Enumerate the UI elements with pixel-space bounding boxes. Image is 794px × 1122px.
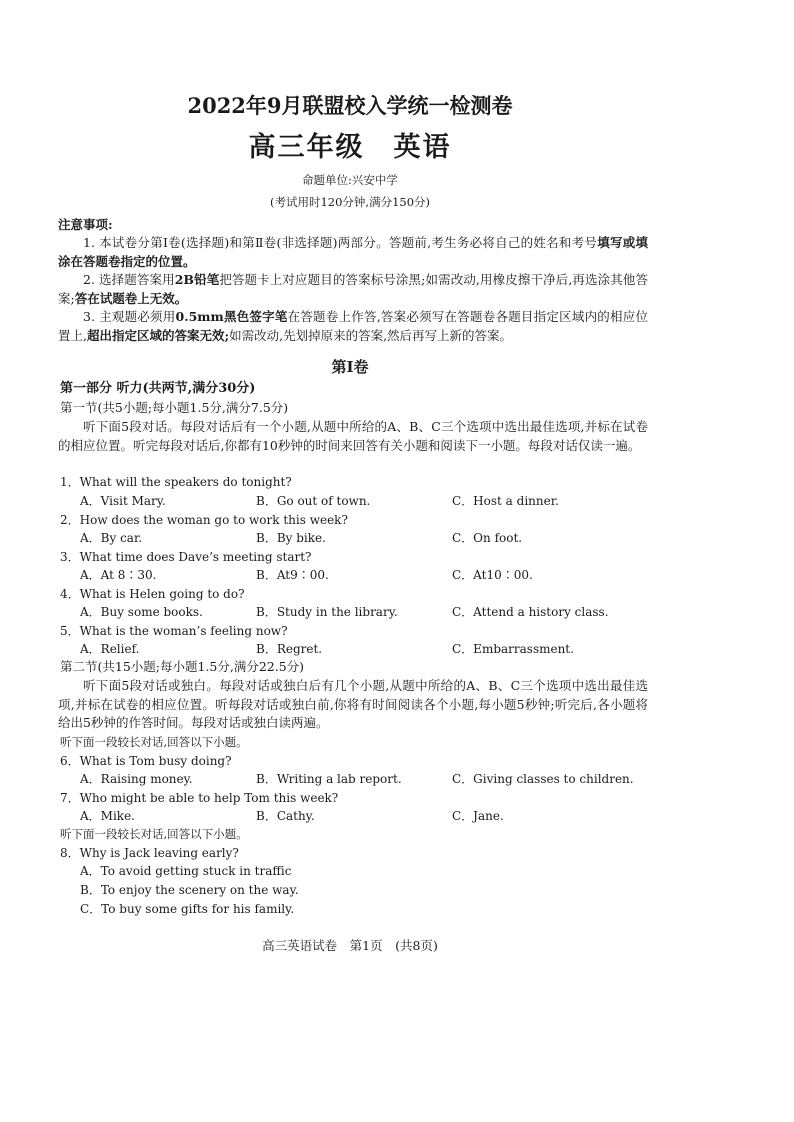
question-6-option-a: A．Raising money. — [80, 772, 193, 786]
exam-unit: 命题单位:兴安中学 — [302, 173, 398, 187]
question-3-option-a: A．At 8∶30. — [80, 568, 157, 582]
question-8-option-b: B．To enjoy the scenery on the way. — [80, 883, 299, 897]
long-dialogue-note-2: 听下面一段较长对话,回答以下小题。 — [60, 827, 248, 841]
question-8-option-c: C．To buy some gifts for his family. — [80, 902, 295, 916]
question-2-option-a: A．By car. — [80, 531, 143, 545]
question-2-option-c: C．On foot. — [452, 531, 523, 545]
question-5-option-c: C．Embarrassment. — [452, 642, 574, 656]
note-3 — [58, 308, 648, 345]
note-3-text-b: 在答题卷上作答,答案必须写在答题卷各题目指定区域内的相应位置上, — [58, 309, 648, 343]
question-1-option-b: B．Go out of town. — [256, 494, 371, 508]
question-8-option-a: A．To avoid getting stuck in traffic — [80, 864, 292, 878]
note-3-text-a: 3. 主观题必须用 — [83, 309, 176, 324]
exam-title: 2022年9月联盟校入学统一检测卷 — [187, 93, 513, 118]
question-6-option-c: C．Giving classes to children. — [452, 772, 634, 786]
question-4: 4．What is Helen going to do? — [60, 587, 245, 601]
note-1-text: 1. 本试卷分第Ⅰ卷(选择题)和第Ⅱ卷(非选择题)两部分。答题前,考生务必将自己的姓名和考号 — [83, 235, 598, 250]
section-2-heading: 第二节(共15小题;每小题1.5分,满分22.5分) — [60, 659, 305, 674]
question-2: 2．How does the woman go to work this week? — [60, 513, 348, 527]
question-7-option-a: A．Mike. — [80, 809, 135, 823]
question-1: 1．What will the speakers do tonight? — [60, 475, 292, 489]
note-2 — [58, 271, 648, 308]
question-6: 6．What is Tom busy doing? — [60, 754, 232, 768]
note-1 — [58, 234, 648, 271]
question-4-option-a: A．Buy some books. — [80, 605, 203, 619]
question-5-option-a: A．Relief. — [80, 642, 140, 656]
notes-heading: 注意事项: — [58, 217, 113, 232]
question-8: 8．Why is Jack leaving early? — [60, 846, 239, 860]
question-4-option-c: C．Attend a history class. — [452, 605, 609, 619]
exam-subject: 高三年级 英语 — [248, 132, 452, 163]
question-7: 7．Who might be able to help Tom this week? — [60, 791, 339, 805]
section-2-instructions: 听下面5段对话或独白。每段对话或独白后有几个小题,从题中所给的A、B、C三个选项中选出最佳选项,并标在试卷的相应位置。听每段对话或独白前,你将有时间阅读各个小题,每小题5秒钟;听完后,各小题将给出5秒钟的作答时间。每段对话或独白读两遍。 — [58, 678, 648, 730]
question-3-option-b: B．At9∶00. — [256, 568, 329, 582]
note-2-text-a: 2. 选择题答案用 — [83, 272, 175, 287]
question-7-option-b: B．Cathy. — [256, 809, 315, 823]
section-1-heading: 第一节(共5小题;每小题1.5分,满分7.5分) — [60, 400, 289, 415]
note-3-emphasis-b: 超出指定区域的答案无效; — [86, 327, 230, 343]
question-5: 5．What is the woman’s feeling now? — [60, 624, 288, 638]
page-footer: 高三英语试卷 第1页 (共8页) — [262, 938, 438, 953]
exam-time: (考试用时120分钟,满分150分) — [269, 195, 431, 209]
section-1-instructions: 听下面5段对话。每段对话后有一个小题,从题中所给的A、B、C三个选项中选出最佳选项,并标在试卷的相应位置。听完每段对话后,你都有10秒钟的时间来回答有关小题和阅读下一小题。每段对话仅读一遍。 — [58, 419, 648, 453]
question-4-option-b: B．Study in the library. — [256, 605, 398, 619]
question-3-option-c: C．At10∶00. — [452, 568, 533, 582]
question-7-option-c: C．Jane. — [452, 809, 504, 823]
question-6-option-b: B．Writing a lab report. — [256, 772, 402, 786]
question-3: 3．What time does Dave’s meeting start? — [60, 550, 312, 564]
long-dialogue-note-1: 听下面一段较长对话,回答以下小题。 — [60, 735, 248, 749]
note-3-text-c: 如需改动,先划掉原来的答案,然后再写上新的答案。 — [229, 327, 513, 343]
part-heading: 第一部分 听力(共两节,满分30分) — [60, 381, 256, 396]
question-1-option-c: C．Host a dinner. — [452, 494, 559, 508]
question-1-option-a: A．Visit Mary. — [80, 494, 166, 508]
volume-heading: 第Ⅰ卷 — [331, 358, 369, 376]
note-1-emphasis: 填写或填涂在答题卷指定的位置。 — [58, 235, 648, 269]
note-3-emphasis-a: 0.5mm黑色签字笔 — [175, 309, 288, 324]
question-2-option-b: B．By bike. — [256, 531, 326, 545]
note-2-text-b: 把答题卡上对应题目的答案标号涂黑;如需改动,用橡皮擦干净后,再选涂其他答案; — [58, 272, 648, 306]
note-2-emphasis-b: 答在试题卷上无效。 — [74, 290, 188, 306]
note-2-emphasis-a: 2B铅笔 — [174, 272, 220, 287]
question-5-option-b: B．Regret. — [256, 642, 323, 656]
